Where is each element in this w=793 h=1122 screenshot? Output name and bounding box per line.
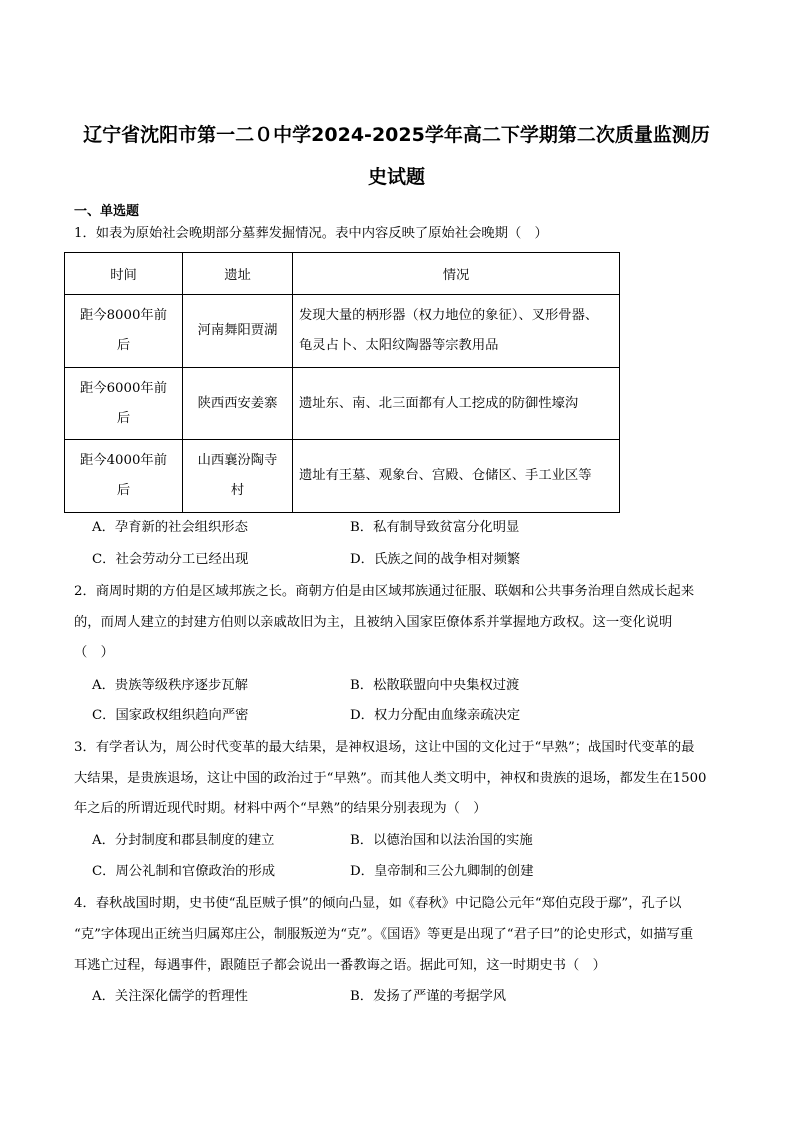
q2-option-c[interactable]: C．国家政权组织趋向严密: [92, 708, 249, 723]
q1-table: [64, 252, 620, 513]
cell-text: 发现大量的柄形器（权力地位的象征）、叉形骨器、: [299, 308, 599, 323]
q3-option-b[interactable]: B．以德治国和以法治国的实施: [350, 833, 533, 848]
header-time: 时间: [65, 253, 183, 295]
cell-time: [65, 295, 183, 368]
header-site: 遗址: [183, 253, 293, 295]
q4-stem-line: “克”字体现出正统当归属郑庄公，制服叛逆为“克”。《国语》等更是出现了“君子曰”的论史形式，如描写重: [74, 927, 694, 942]
q2-stem-line: 的，而周人建立的封建方伯则以亲戚故旧为主，且被纳入国家臣僚体系并掌握地方政权。这一变化说明: [74, 615, 673, 630]
q2-option-d[interactable]: D．权力分配由血缘亲疏决定: [350, 708, 521, 723]
table-row: [65, 440, 620, 513]
q1-option-d[interactable]: D．氏族之间的战争相对频繁: [350, 552, 521, 567]
table-header-row: [65, 253, 620, 295]
cell-time: [65, 368, 183, 440]
q1-option-a[interactable]: A．孕育新的社会组织形态: [92, 520, 248, 535]
q4-stem-line: 4．春秋战国时期，史书使“乱臣贼子惧”的倾向凸显，如《春秋》中记隐公元年“郑伯克段于鄢”，孔子以: [74, 896, 682, 911]
cell-time: [65, 440, 183, 513]
cell-site: [183, 440, 293, 513]
q3-option-a[interactable]: A．分封制度和郡县制度的建立: [92, 833, 275, 848]
cell-text: 后: [116, 410, 131, 426]
cell-text: 陕西西安姜寨: [197, 395, 278, 411]
q3-stem-line: 大结果，是贵族退场，这让中国的政治过于“早熟”。而其他人类文明中，神权和贵族的退场，都发生在1500: [74, 771, 707, 786]
cell-text: 河南舞阳贾湖: [197, 323, 278, 338]
q3-stem-line: 3．有学者认为，周公时代变革的最大结果，是神权退场，这让中国的文化过于“早熟”；战国时代变革的最: [74, 740, 695, 755]
q4-option-a[interactable]: A．关注深化儒学的哲理性: [92, 989, 248, 1004]
cell-text: 距今4000年前: [79, 453, 168, 468]
cell-text: 遗址有王墓、观象台、宫殿、仓储区、手工业区等: [299, 468, 592, 483]
cell-text: 距今8000年前: [79, 308, 168, 323]
q3-option-c[interactable]: C．周公礼制和官僚政治的形成: [92, 864, 276, 879]
cell-text: 后: [116, 338, 131, 353]
cell-info: [293, 440, 620, 513]
cell-text: 遗址东、南、北三面都有人工挖成的防御性壕沟: [299, 395, 579, 411]
q2-option-b[interactable]: B．松散联盟向中央集权过渡: [350, 678, 520, 693]
document-title-line-2: 史试题: [367, 166, 425, 188]
q2-option-a[interactable]: A．贵族等级秩序逐步瓦解: [92, 678, 248, 693]
cell-text: 距今6000年前: [79, 380, 168, 396]
cell-text: 村: [230, 483, 245, 498]
cell-info: [293, 368, 620, 440]
q3-stem-line: 年之后的所谓近现代时期。材料中两个“早熟”的结果分别表现为（ ）: [74, 801, 487, 816]
q1-option-b[interactable]: B．私有制导致贫富分化明显: [350, 520, 520, 535]
q1-option-c[interactable]: C．社会劳动分工已经出现: [92, 552, 249, 567]
cell-site: [183, 295, 293, 368]
q2-stem-line: （ ）: [74, 645, 114, 660]
q4-option-b[interactable]: B．发扬了严谨的考据学风: [350, 989, 507, 1004]
cell-text: 山西襄汾陶寺: [197, 453, 278, 468]
table-row: [65, 295, 620, 368]
q4-stem-line: 耳逃亡过程，每遇事件，跟随臣子都会说出一番教诲之语。据此可知，这一时期史书（ ）: [74, 958, 606, 973]
section-heading: 一、单选题: [74, 204, 140, 219]
q2-stem-line: 2．商周时期的方伯是区域邦族之长。商朝方伯是由区域邦族通过征服、联姻和公共事务治理自然成长起来: [74, 584, 695, 599]
cell-text: 后: [116, 483, 131, 498]
header-info: 情况: [293, 253, 620, 295]
cell-site: [183, 368, 293, 440]
q3-option-d[interactable]: D．皇帝制和三公九卿制的创建: [350, 864, 534, 879]
cell-text: 龟灵占卜、太阳纹陶器等宗教用品: [299, 338, 499, 353]
q1-stem: 1．如表为原始社会晚期部分墓葬发掘情况。表中内容反映了原始社会晚期（ ）: [74, 226, 548, 241]
cell-info: [293, 295, 620, 368]
document-title-line-1: 辽宁省沈阳市第一二０中学2024-2025学年高二下学期第二次质量监测历: [83, 124, 710, 146]
table-row: [65, 368, 620, 440]
